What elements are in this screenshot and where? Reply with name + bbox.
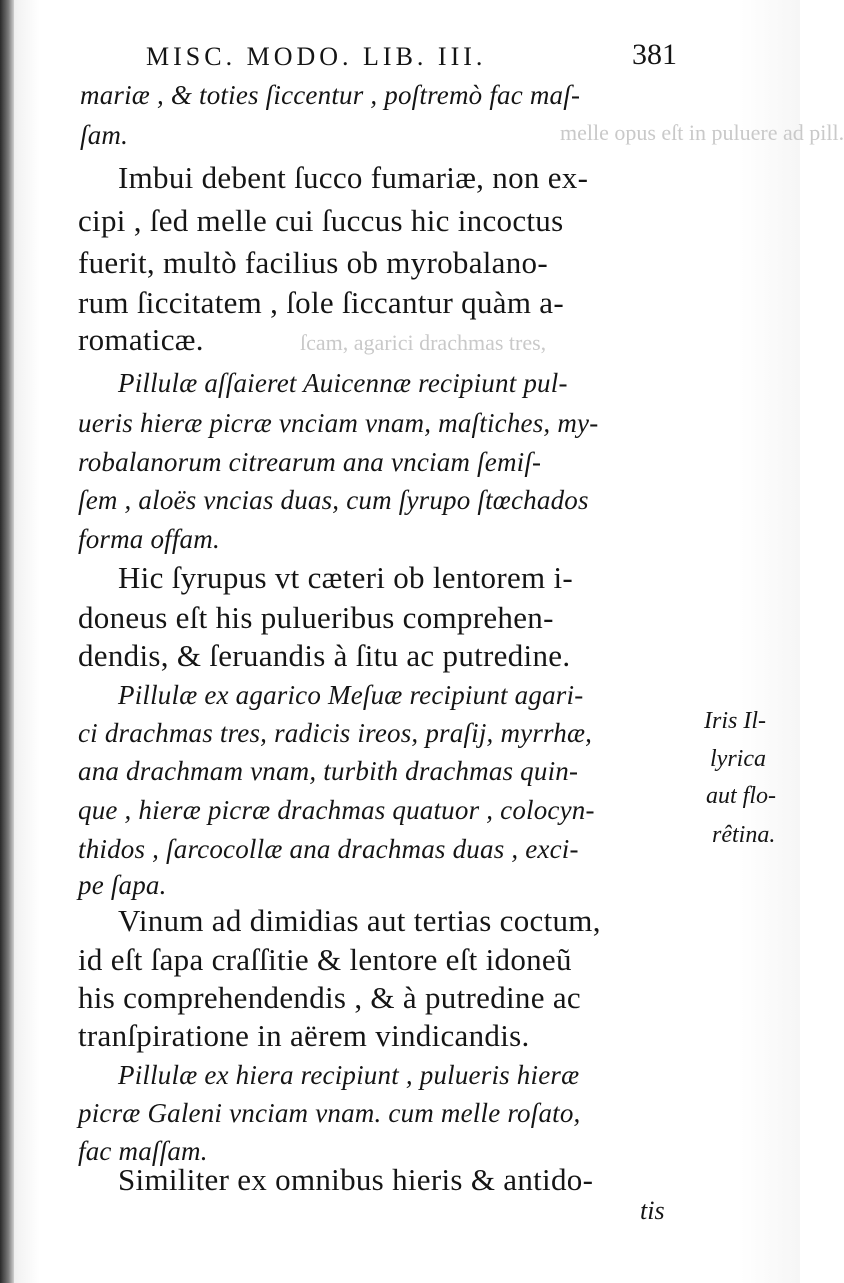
text-line: ana drachmam vnam, turbith drachmas quin- — [78, 756, 579, 786]
text-line: id eſt ſapa craſſitie & lentore eſt idoneũ — [78, 942, 572, 977]
catchword: tis — [640, 1196, 665, 1225]
text-line: Pillulæ aſſaieret Auicennæ recipiunt pul- — [118, 368, 568, 398]
text-line: fuerit, multò facilius ob myrobalano- — [78, 245, 548, 280]
text-line: cipi , ſed melle cui ſuccus hic incoctus — [78, 203, 564, 238]
text-line: mariæ , & toties ſiccentur , poſtremò fac maſ- — [80, 80, 581, 110]
text-line: Similiter ex omnibus hieris & antido- — [118, 1162, 594, 1197]
text-line: tranſpiratione in aërem vindicandis. — [78, 1018, 530, 1053]
text-line: Imbui debent ſucco fumariæ, non ex- — [118, 160, 589, 195]
text-line: rum ſiccitatem , ſole ſiccantur quàm a- — [78, 285, 564, 320]
text-line: picræ Galeni vnciam vnam. cum melle roſato, — [78, 1098, 581, 1128]
bleed-through-text: ſcam, agarici drachmas tres, — [300, 330, 547, 355]
text-line: romaticæ. — [78, 322, 204, 357]
running-title: MISC. MODO. LIB. III. — [146, 42, 487, 71]
text-line: Hic ſyrupus vt cæteri ob lentorem i- — [118, 560, 574, 595]
text-line: Pillulæ ex agarico Meſuæ recipiunt agari- — [118, 680, 584, 710]
text-line: ueris hieræ picræ vnciam vnam, maſtiches, my- — [78, 408, 599, 438]
text-line: thidos , ſarcocollæ ana drachmas duas , exci- — [78, 834, 579, 864]
text-line: que , hieræ picræ drachmas quatuor , colocyn- — [78, 795, 595, 825]
text-line: robalanorum citrearum ana vnciam ſemiſ- — [78, 447, 542, 477]
text-line: his comprehendendis , & à putredine ac — [78, 980, 581, 1015]
margin-note-line: lyrica — [710, 746, 766, 772]
text-line: ſem , aloës vncias duas, cum ſyrupo ſtœchados — [78, 485, 589, 515]
bleed-through-text: melle opus eſt in puluere ad pill. — [560, 120, 844, 145]
text-line: ci drachmas tres, radicis ireos, praſij, myrrhæ, — [78, 718, 593, 748]
text-line: Vinum ad dimidias aut tertias coctum, — [118, 903, 601, 938]
page-number: 381 — [632, 38, 677, 71]
margin-note-line: rêtina. — [712, 822, 776, 848]
text-line: dendis, & ſeruandis à ſitu ac putredine. — [78, 638, 571, 673]
margin-note-line: Iris Il- — [704, 708, 766, 734]
book-gutter-shadow — [0, 0, 14, 1283]
text-line: pe ſapa. — [78, 870, 167, 900]
text-line: forma offam. — [78, 524, 220, 554]
margin-note-line: aut flo- — [706, 783, 776, 809]
text-line: Pillulæ ex hiera recipiunt , pulueris hieræ — [118, 1060, 580, 1090]
text-line: doneus eſt his pulueribus comprehen- — [78, 600, 554, 635]
text-line: fac maſſam. — [78, 1136, 208, 1166]
text-line: ſam. — [80, 120, 129, 150]
